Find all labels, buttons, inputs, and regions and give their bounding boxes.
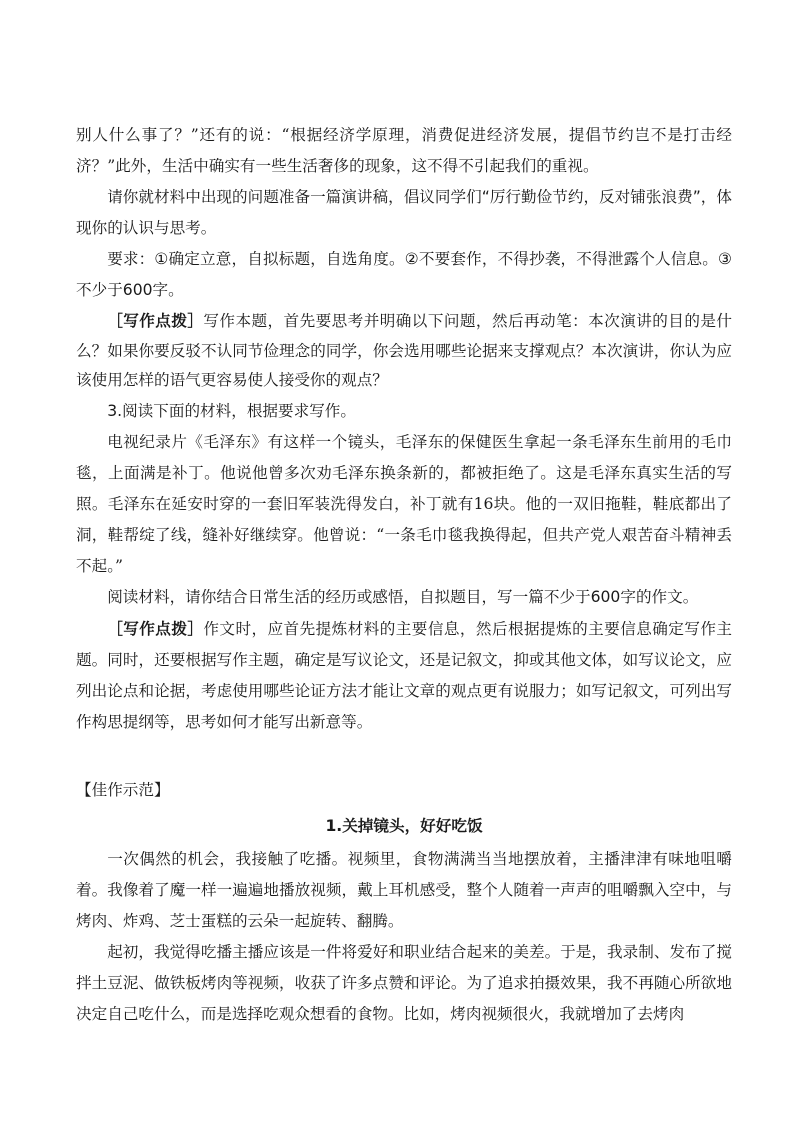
page-content	[76, 120, 732, 1030]
writing-tip-text: 写作本题，首先要思考并明确以下问题，然后再动笔：本次演讲的目的是什么？如果你要反驳不认同节俭理念的同学，你会选用哪些论据来支撑观点？本次演讲，你认为应该使用怎样的语气更容易使人接受你的观点？	[76, 312, 732, 389]
blank-line	[76, 738, 732, 769]
prompt2-quote-continuation: 别人什么事了？”还有的说：“根据经济学原理，消费促进经济发展，提倡节约岂不是打击经济？”此外，生活中确实有一些生活奢侈的现象，这不得不引起我们的重视。	[76, 126, 732, 175]
prompt3-material: 电视纪录片《毛泽东》有这样一个镜头，毛泽东的保健医生拿起一条毛泽东生前用的毛巾毯，上面满是补丁。他说他曾多次劝毛泽东换条新的，都被拒绝了。这是毛泽东真实生活的写照。毛泽东在延安时穿的一套旧军装洗得发白，补丁就有16块。他的一双旧拖鞋，鞋底都出了洞，鞋帮绽了线，缝补好继续穿。他曾说：“一条毛巾毯我换得起，但共产党人艰苦奋斗精神丢不起。”	[76, 432, 732, 575]
prompt2-requirements: 要求：①确定立意，自拟标题，自选角度。②不要套作，不得抄袭，不得泄露个人信息。③不少于600字。	[76, 250, 732, 299]
prompt3-writing-tip	[76, 613, 732, 738]
essay-paragraph-2: 起初，我觉得吃播主播应该是一件将爱好和职业结合起来的美差。于是，我录制、发布了搅拌土豆泥、做铁板烤肉等视频，收获了许多点赞和评论。为了追求拍摄效果，我不再随心所欲地决定自己吃什么，而是选择吃观众想看的食物。比如，烤肉视频很火，我就增加了去烤肉	[76, 942, 732, 1023]
prompt3-task: 阅读材料，请你结合日常生活的经历或感悟，自拟题目，写一篇不少于600字的作文。	[107, 587, 699, 606]
essay-title: 1.关掉镜头，好好吃饭	[325, 816, 483, 835]
essay-paragraph-1: 一次偶然的机会，我接触了吃播。视频里，食物满满当当地摆放着，主播津津有味地咀嚼着。我像着了魔一样一遍遍地播放视频，戴上耳机感受，整个人随着一声声的咀嚼飘入空中，与烤肉、炸鸡、芝士蛋糕的云朵一起旋转、翻腾。	[76, 849, 732, 930]
prompt2-task: 请你就材料中出现的问题准备一篇演讲稿，倡议同学们“厉行勤俭节约，反对铺张浪费”，体现你的认识与思考。	[76, 188, 732, 237]
section-title: 【佳作示范】	[76, 780, 170, 799]
prompt2-writing-tip	[76, 306, 732, 396]
prompt3-heading: 3.阅读下面的材料，根据要求写作。	[107, 401, 356, 420]
writing-tip-text: 作文时，应首先提炼材料的主要信息，然后根据提炼的主要信息确定写作主题。同时，还要根据写作主题，确定是写议论文，还是记叙文，抑或其他文体，如写议论文，应列出论点和论据，考虑使用哪些论证方法才能让文章的观点更有说服力；如写记叙文，可列出写作构思提纲等，思考如何才能写出新意等。	[76, 619, 732, 731]
writing-tip-label: ［写作点拨］	[107, 618, 204, 638]
writing-tip-label: ［写作点拨］	[107, 311, 204, 330]
